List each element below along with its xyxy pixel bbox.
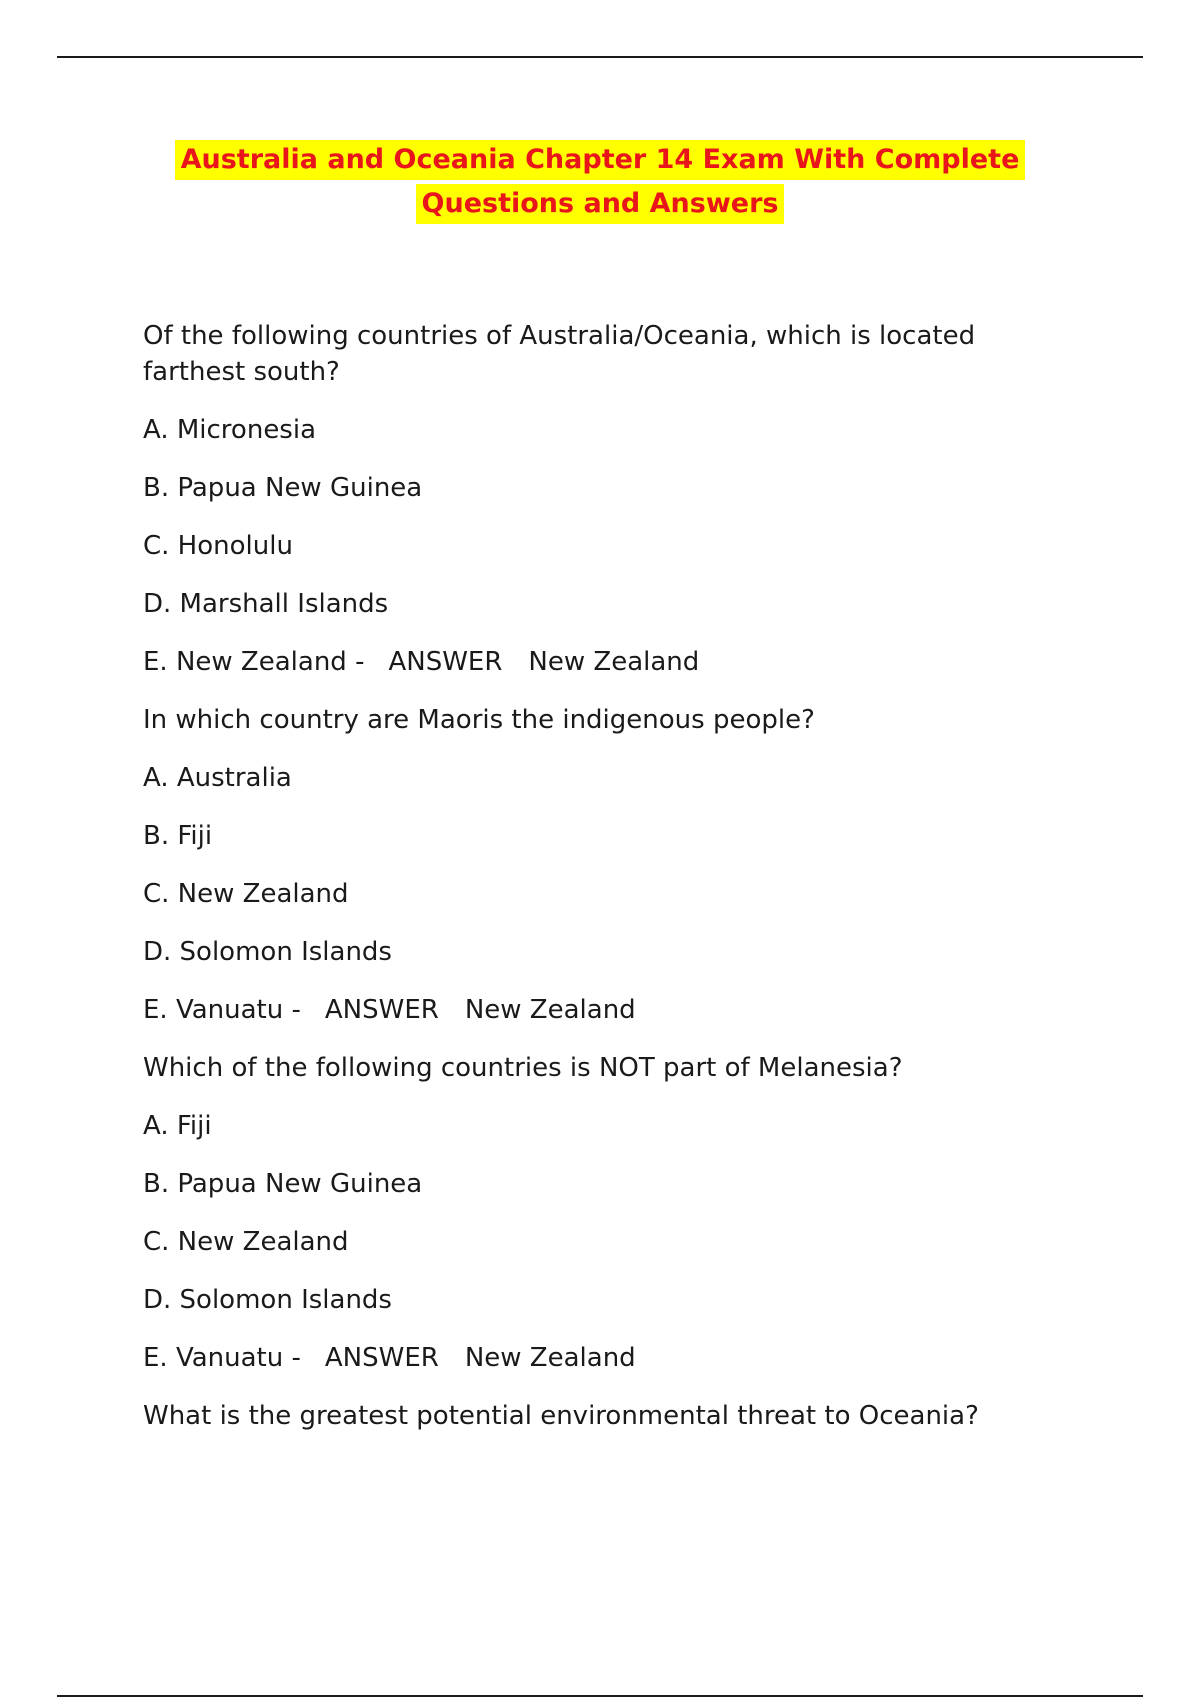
question-list: [143, 318, 1063, 1456]
question-text: In which country are Maoris the indigenous people?: [143, 705, 815, 735]
answer-row: [143, 644, 1063, 680]
option: D. Marshall Islands: [143, 589, 389, 619]
option: A. Micronesia: [143, 415, 317, 445]
option: A. Australia: [143, 763, 292, 793]
option: B. Papua New Guinea: [143, 473, 423, 503]
answer-label: ANSWER: [388, 647, 503, 677]
option: C. New Zealand: [143, 1227, 349, 1257]
option: E. Vanuatu -: [143, 995, 301, 1025]
answer-value: New Zealand: [464, 1343, 636, 1373]
answer-value: New Zealand: [464, 995, 636, 1025]
answer-label: ANSWER: [324, 1343, 439, 1373]
option: D. Solomon Islands: [143, 937, 392, 967]
question-text: What is the greatest potential environmental threat to Oceania?: [143, 1401, 979, 1431]
title-line-2: Questions and Answers: [416, 184, 785, 224]
option: C. Honolulu: [143, 531, 293, 561]
option: E. New Zealand -: [143, 647, 365, 677]
option: E. Vanuatu -: [143, 1343, 301, 1373]
answer-row: [143, 1340, 1063, 1376]
answer-value: New Zealand: [528, 647, 700, 677]
bottom-rule: [57, 1695, 1143, 1697]
option: D. Solomon Islands: [143, 1285, 392, 1315]
option: B. Fiji: [143, 821, 213, 851]
document-title: [0, 140, 1200, 228]
answer-row: [143, 992, 1063, 1028]
top-rule: [57, 56, 1143, 58]
question-text: Which of the following countries is NOT part of Melanesia?: [143, 1053, 903, 1083]
title-line-1: Australia and Oceania Chapter 14 Exam With Complete: [175, 140, 1026, 180]
answer-label: ANSWER: [324, 995, 439, 1025]
question-text: Of the following countries of Australia/Oceania, which is located farthest south?: [143, 321, 984, 387]
option: C. New Zealand: [143, 879, 349, 909]
option: B. Papua New Guinea: [143, 1169, 423, 1199]
option: A. Fiji: [143, 1111, 212, 1141]
